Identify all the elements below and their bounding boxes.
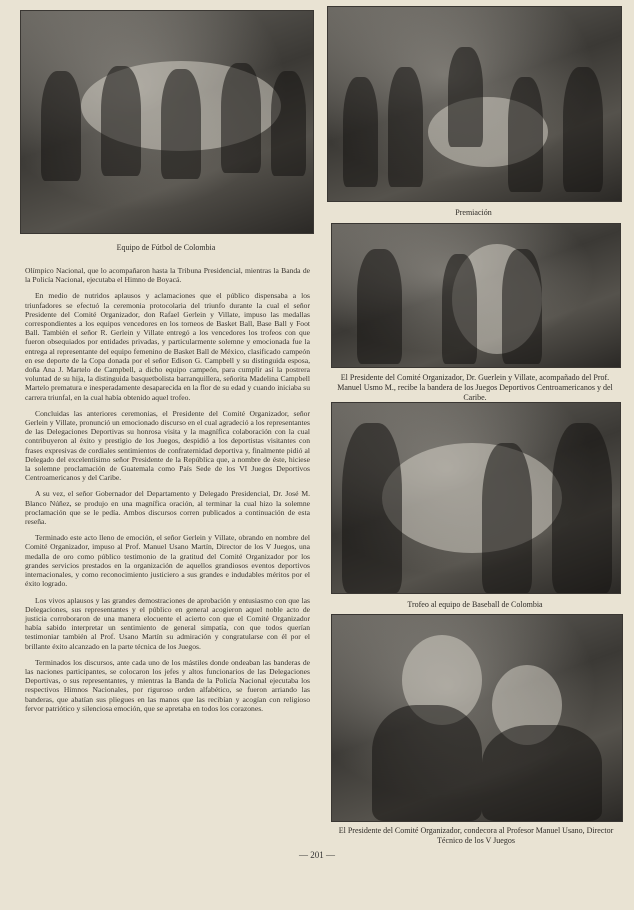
- caption-decoration: El Presidente del Comité Organizador, condecora al Profesor Manuel Usano, Director Técnico de los V Juegos: [338, 826, 614, 845]
- paragraph: Olímpico Nacional, que lo acompañaron hasta la Tribuna Presidencial, mientras la Banda de la Policía Nacional, ejecutaba el Himno de Boyacá.: [25, 266, 310, 285]
- caption-award-ceremony: Premiación: [455, 208, 492, 217]
- caption-flag-handover: El Presidente del Comité Organizador, Dr. Guerlein y Villate, acompañado del Prof. Manuel Usmo M., recibe la bandera de los Juegos Deportivos Centroamericanos y del Caribe.: [337, 373, 613, 402]
- paragraph: A su vez, el señor Gobernador del Departamento y Delegado Presidencial, Dr. José M. Blanco Núñez, se produjo en una magnífica oración, al terminar la cual hizo la solemne proclamación que se le pedía. Ambos discursos corren publicados a continuación de esta reseña.: [25, 489, 310, 527]
- article-text-column: [25, 266, 310, 720]
- paragraph: Los vivos aplausos y las grandes demostraciones de aprobación y entusiasmo con que las Delegaciones, sus representantes y el público en general acogieron aquel noble acto de justicia corroboraron de una manera elocuente el acierto con que el Comité Organizador había sabido interpretar un sentimiento de general simpatía, con que todos querían testimoniar también al Prof. Usano Martín su admiración y congratularse con él por el brillante éxito alcanzado en la parte técnica de los Juegos.: [25, 595, 310, 651]
- photo-flag-handover: [331, 223, 621, 368]
- photo-decoration: [331, 614, 623, 822]
- paragraph: Terminado este acto lleno de emoción, el señor Gerlein y Villate, obrando en nombre del Comité Organizador, impuso al Prof. Manuel Usano Martín, Director de los V Juegos, una medalla de oro como público testimonio de la gratitud del Comité Organizador por los grandes servicios prestados en la organización de aquellos grandiosos eventos deportivos internacionales, y como reconocimiento justiciero a sus grandes e indudables méritos por el éxito logrado.: [25, 533, 310, 589]
- paragraph: Terminados los discursos, ante cada uno de los mástiles donde ondeaban las banderas de las naciones participantes, se colocaron los jefes y altos funcionarios de las Delegaciones Deportivas, o sus representantes, y mientras la Banda de la Policía Nacional ejecutaba los respectivos Himnos Nacionales, por riguroso orden alfabético, se fueron arriando las banderas, que abatían sus pliegues en las manos que las recibían y acogían con religioso fervor patriótico y silenciosa emoción, que se apretaba en todos los corazones.: [25, 657, 310, 713]
- photo-baseball-trophy: [331, 402, 621, 594]
- paragraph: En medio de nutridos aplausos y aclamaciones que el público dispensaba a los triunfadores se efectuó la ceremonia protocolaria del triunfo durante la cual el señor Presidente del Comité Organizador, don Rafael Gerlein y Villate, impuso las medallas correspondientes a los equipos vencedores en los torneos de Basket Ball, Base Ball y Foot Ball. También el señor R. Gerlein y Villate entregó a los vencedores los trofeos con que fueron obsequiados por entidades privadas, y particularmente solemne y emocionada fue la entrega al representante del equipo femenino de Basket Ball de México, clasificado campeón en ese deporte de la Copa donada por el señor Edison G. Campbell y su distinguida esposa, doña Ana J. Martelo de Campbell, a dicho equipo campeón, para cumplir así la postrera voluntad de su hija, la distinguida basquetbolista barranquillera, señorita Madelina Campbell Martelo prematura e inesperadamente desaparecida en la flor de su edad y cuando iniciaba su carrera triunfal, en la cual había obtenido aquel trofeo.: [25, 291, 310, 402]
- caption-football-team: Equipo de Fútbol de Colombia: [116, 243, 216, 252]
- photo-football-team: [20, 10, 314, 234]
- photo-award-ceremony: [327, 6, 622, 202]
- caption-baseball-trophy: Trofeo al equipo de Baseball de Colombia: [407, 600, 543, 609]
- page-number: — 201 —: [299, 850, 335, 860]
- paragraph: Concluidas las anteriores ceremonias, el Presidente del Comité Organizador, señor Gerlein y Villate, pronunció un emocionado discurso en el cual agradeció a los representantes de las Delegaciones Deportivas su honrosa visita y la magnífica colaboración con la cual contribuyeron al éxito y prestigio de los Juegos, despidió a los deportistas visitantes con frases expresivas de cordiales sentimientos de confraternidad deportiva y, finalmente pidió al Delegado del excelentísimo señor Presidente de la República que, a nombre de éste, hiciese la solemne proclamación de Guatemala como País Sede de los VI Juegos Deportivos Centroamericanos y del Caribe.: [25, 408, 310, 483]
